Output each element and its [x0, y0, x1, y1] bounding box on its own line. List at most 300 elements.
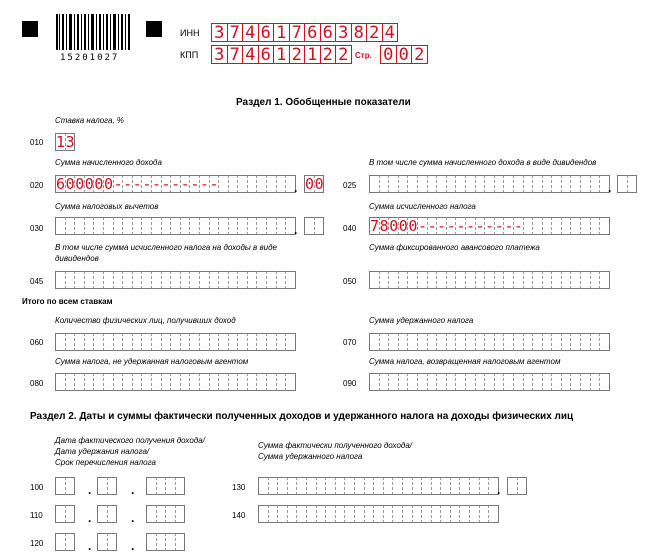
form-cell [504, 373, 514, 391]
f010-field[interactable] [55, 133, 75, 151]
form-cell [56, 477, 66, 495]
form-cell [259, 477, 269, 495]
form-cell: 2 [336, 45, 352, 64]
form-cell [200, 333, 210, 351]
form-cell: 1 [274, 45, 290, 64]
form-cell [403, 505, 413, 523]
f025-field[interactable] [369, 175, 610, 193]
form-cell [552, 333, 562, 351]
c110-year[interactable] [146, 505, 185, 523]
form-cell [181, 271, 191, 289]
form-cell [460, 505, 470, 523]
form-cell [495, 271, 505, 289]
form-cell [524, 217, 534, 235]
form-cell [133, 217, 143, 235]
c130-field[interactable] [258, 477, 499, 495]
c140-code: 140 [232, 511, 246, 520]
form-cell [543, 333, 553, 351]
form-cell [229, 175, 239, 193]
form-cell [75, 217, 85, 235]
form-cell [591, 175, 601, 193]
form-cell [75, 271, 85, 289]
form-cell [75, 333, 85, 351]
form-cell: 6 [321, 23, 337, 42]
form-cell [432, 477, 442, 495]
form-cell [466, 333, 476, 351]
form-cell [413, 505, 423, 523]
form-cell [286, 373, 296, 391]
form-cell [418, 333, 428, 351]
f060-field[interactable] [55, 333, 296, 351]
form-cell [269, 505, 279, 523]
form-cell [543, 175, 553, 193]
form-cell: 2 [367, 23, 383, 42]
form-cell [277, 271, 287, 289]
c100-day[interactable] [55, 477, 75, 495]
form-cell [56, 505, 66, 523]
form-cell [157, 533, 167, 551]
form-cell [389, 175, 399, 193]
form-cell [200, 217, 210, 235]
f020-field[interactable] [55, 175, 296, 193]
f040-field[interactable] [369, 217, 610, 235]
form-cell [248, 373, 258, 391]
form-cell [190, 271, 200, 289]
f045-field[interactable] [55, 271, 296, 289]
form-cell [336, 505, 346, 523]
form-cell [460, 477, 470, 495]
form-cell [210, 217, 220, 235]
f025-decimal-dot: . [608, 181, 612, 195]
f025-code: 025 [343, 181, 357, 190]
form-cell [562, 333, 572, 351]
form-cell [229, 373, 239, 391]
form-cell [466, 175, 476, 193]
form-cell [380, 175, 390, 193]
f010-code: 010 [30, 138, 44, 147]
c110-month[interactable] [97, 505, 117, 523]
f080-code: 080 [30, 379, 44, 388]
form-cell: 3 [212, 45, 228, 64]
form-cell [147, 505, 157, 523]
c100-dot-2: . [131, 483, 135, 497]
form-cell [98, 533, 108, 551]
form-cell [384, 477, 394, 495]
form-cell [288, 477, 298, 495]
form-cell: 8 [352, 23, 368, 42]
form-cell: 0 [305, 175, 315, 193]
total-title: Итого по всем ставкам [22, 297, 113, 306]
form-cell [157, 477, 167, 495]
form-cell [562, 271, 572, 289]
f080-field[interactable] [55, 373, 296, 391]
barcode [56, 14, 134, 56]
form-cell [485, 271, 495, 289]
form-cell [571, 373, 581, 391]
form-cell [190, 373, 200, 391]
form-cell [190, 217, 200, 235]
form-cell [380, 271, 390, 289]
inn-field[interactable] [211, 23, 398, 42]
form-cell: 7 [228, 45, 244, 64]
form-cell [259, 505, 269, 523]
f070-label: Сумма удержанного налога [369, 316, 474, 325]
form-cell [485, 373, 495, 391]
form-cell [562, 373, 572, 391]
form-cell: 7 [370, 217, 380, 235]
form-cell [370, 271, 380, 289]
form-cell [200, 373, 210, 391]
form-cell [210, 333, 220, 351]
form-cell [267, 175, 277, 193]
form-cell [85, 373, 95, 391]
f025-decimal-field[interactable] [617, 175, 637, 193]
form-cell [104, 217, 114, 235]
f025-label: В том числе сумма начисленного дохода в виде дивидендов [369, 158, 597, 167]
c100-month[interactable] [97, 477, 117, 495]
form-cell [336, 477, 346, 495]
form-cell [257, 271, 267, 289]
form-cell: 0 [94, 175, 104, 193]
c100-code: 100 [30, 483, 44, 492]
form-cell [152, 271, 162, 289]
form-cell [176, 533, 186, 551]
form-cell [413, 477, 423, 495]
form-cell [166, 505, 176, 523]
form-cell [257, 217, 267, 235]
form-cell: 1 [274, 23, 290, 42]
c120-month[interactable] [97, 533, 117, 551]
form-cell [514, 333, 524, 351]
form-cell [380, 333, 390, 351]
form-cell [238, 271, 248, 289]
form-cell [56, 533, 66, 551]
form-cell [543, 271, 553, 289]
f045-label-line2: дивидендов [55, 254, 99, 263]
form-cell [437, 333, 447, 351]
form-cell [326, 505, 336, 523]
form-cell: - [417, 217, 427, 235]
form-cell [123, 373, 133, 391]
form-cell [288, 505, 298, 523]
form-cell [200, 271, 210, 289]
form-cell [399, 271, 409, 289]
form-cell [591, 333, 601, 351]
form-cell [133, 373, 143, 391]
form-cell [219, 373, 229, 391]
form-cell [286, 271, 296, 289]
form-cell [56, 217, 66, 235]
c100-year[interactable] [146, 477, 185, 495]
form-cell [447, 271, 457, 289]
form-cell [489, 505, 499, 523]
form-cell [533, 217, 543, 235]
form-cell [162, 217, 172, 235]
form-cell [518, 477, 528, 495]
form-cell [66, 477, 76, 495]
form-cell [571, 333, 581, 351]
form-cell [581, 333, 591, 351]
c110-day[interactable] [55, 505, 75, 523]
form-cell [562, 217, 572, 235]
form-cell: - [427, 217, 437, 235]
s2-left-label-2: Дата удержания налога/ [55, 447, 150, 456]
f040-code: 040 [343, 224, 357, 233]
form-cell [524, 271, 534, 289]
c130-code: 130 [232, 483, 246, 492]
form-cell: - [494, 217, 504, 235]
form-cell: 0 [75, 175, 85, 193]
form-cell [389, 271, 399, 289]
f020-code: 020 [30, 181, 44, 190]
form-cell: 8 [379, 217, 389, 235]
f030-label: Сумма налоговых вычетов [55, 202, 159, 211]
form-cell [447, 373, 457, 391]
form-cell [418, 271, 428, 289]
s2-right-label-2: Сумма удержанного налога [258, 452, 363, 461]
form-cell [104, 373, 114, 391]
form-cell [305, 217, 315, 235]
c120-day[interactable] [55, 533, 75, 551]
form-cell [476, 333, 486, 351]
form-cell [524, 175, 534, 193]
form-cell: - [180, 175, 190, 193]
form-cell [210, 271, 220, 289]
form-cell [114, 217, 124, 235]
form-cell: - [132, 175, 142, 193]
form-cell [393, 477, 403, 495]
form-cell [238, 175, 248, 193]
form-cell [267, 271, 277, 289]
form-cell [219, 217, 229, 235]
form-cell: - [161, 175, 171, 193]
c120-year[interactable] [146, 533, 185, 551]
form-cell: 0 [381, 45, 397, 64]
form-cell [600, 217, 610, 235]
form-cell [600, 333, 610, 351]
form-cell [456, 271, 466, 289]
form-cell [399, 333, 409, 351]
form-cell: - [475, 217, 485, 235]
form-cell [591, 373, 601, 391]
form-cell [229, 333, 239, 351]
form-cell [114, 333, 124, 351]
form-cell: 6 [259, 23, 275, 42]
form-cell [142, 333, 152, 351]
form-cell [480, 505, 490, 523]
form-cell [267, 373, 277, 391]
f050-label: Сумма фиксированного авансового платежа [369, 243, 540, 252]
form-cell [85, 217, 95, 235]
form-cell [171, 333, 181, 351]
form-cell [370, 175, 380, 193]
form-cell [370, 333, 380, 351]
form-cell: 1 [305, 45, 321, 64]
form-cell [248, 175, 258, 193]
form-cell [98, 505, 108, 523]
form-cell [476, 175, 486, 193]
form-cell [85, 271, 95, 289]
form-cell: 0 [314, 175, 324, 193]
form-cell: 4 [243, 23, 259, 42]
form-cell [219, 271, 229, 289]
form-cell [408, 271, 418, 289]
form-cell [355, 477, 365, 495]
form-cell [162, 333, 172, 351]
form-cell [104, 271, 114, 289]
form-cell [524, 333, 534, 351]
form-cell [418, 175, 428, 193]
f010-label: Ставка налога, % [55, 116, 125, 125]
form-cell [277, 333, 287, 351]
c130-decimal-field[interactable] [507, 477, 527, 495]
form-cell [248, 271, 258, 289]
form-cell [441, 505, 451, 523]
form-cell [571, 175, 581, 193]
form-cell [552, 373, 562, 391]
form-cell [219, 175, 229, 193]
page-field[interactable] [380, 45, 428, 64]
form-cell [142, 271, 152, 289]
form-cell: - [190, 175, 200, 193]
form-cell [428, 333, 438, 351]
f080-label: Сумма налога, не удержанная налоговым агентом [55, 357, 249, 366]
form-cell [447, 333, 457, 351]
f060-label: Количество физических лиц, получивших доход [55, 316, 236, 325]
form-cell [456, 175, 466, 193]
form-cell [171, 217, 181, 235]
form-cell [422, 477, 432, 495]
form-cell [389, 333, 399, 351]
form-cell [447, 175, 457, 193]
form-cell [133, 271, 143, 289]
form-cell [437, 373, 447, 391]
f030-decimal-field[interactable] [304, 217, 324, 235]
c120-dot-2: . [131, 539, 135, 553]
form-cell [571, 217, 581, 235]
form-cell [533, 373, 543, 391]
form-cell [485, 175, 495, 193]
c120-code: 120 [30, 539, 44, 548]
form-cell: - [437, 217, 447, 235]
form-cell [277, 217, 287, 235]
form-cell [147, 533, 157, 551]
form-cell: - [142, 175, 152, 193]
form-cell [345, 505, 355, 523]
form-cell [171, 373, 181, 391]
form-cell [428, 373, 438, 391]
form-cell [171, 271, 181, 289]
form-cell [123, 271, 133, 289]
form-cell [345, 477, 355, 495]
f040-label: Сумма исчисленного налога [369, 202, 476, 211]
form-cell [56, 271, 66, 289]
form-cell [399, 175, 409, 193]
form-cell [181, 217, 191, 235]
form-cell [123, 333, 133, 351]
form-cell [524, 373, 534, 391]
form-cell [286, 333, 296, 351]
form-cell [157, 505, 167, 523]
section2-title: Раздел 2. Даты и суммы фактически полученных доходов и удержанного налога на доходы физических лиц [30, 411, 574, 422]
form-cell [181, 373, 191, 391]
form-cell: - [513, 217, 523, 235]
s2-left-label-1: Дата фактического получения дохода/ [55, 436, 205, 445]
f090-field[interactable] [369, 373, 610, 391]
kpp-field[interactable] [211, 45, 352, 64]
form-cell [108, 533, 118, 551]
form-cell [142, 373, 152, 391]
form-cell [618, 175, 628, 193]
form-cell [56, 373, 66, 391]
f045-code: 045 [30, 277, 44, 286]
form-cell [307, 505, 317, 523]
c110-dot-2: . [131, 511, 135, 525]
form-cell [108, 505, 118, 523]
form-cell [380, 373, 390, 391]
form-cell [581, 217, 591, 235]
f020-decimal-field[interactable] [304, 175, 324, 193]
f050-field[interactable] [369, 271, 610, 289]
form-cell [98, 477, 108, 495]
form-cell [176, 477, 186, 495]
form-cell [278, 505, 288, 523]
f070-field[interactable] [369, 333, 610, 351]
form-cell [248, 217, 258, 235]
form-cell: - [151, 175, 161, 193]
f020-label: Сумма начисленного дохода [55, 158, 162, 167]
form-cell [297, 505, 307, 523]
form-cell [66, 533, 76, 551]
c140-field[interactable] [258, 505, 499, 523]
form-cell [374, 505, 384, 523]
form-cell [365, 477, 375, 495]
form-cell [437, 175, 447, 193]
form-cell [451, 505, 461, 523]
form-cell [257, 175, 267, 193]
form-cell [480, 477, 490, 495]
f030-field[interactable] [55, 217, 296, 235]
form-cell [562, 175, 572, 193]
form-cell [238, 217, 248, 235]
form-cell [418, 373, 428, 391]
form-cell [437, 271, 447, 289]
form-cell [495, 175, 505, 193]
f060-code: 060 [30, 338, 44, 347]
form-cell [432, 505, 442, 523]
form-cell [365, 505, 375, 523]
corner-marker-left [22, 21, 38, 37]
form-cell [581, 175, 591, 193]
form-cell: - [446, 217, 456, 235]
form-cell [628, 175, 638, 193]
f045-label-line1: В том числе сумма исчисленного налога на доходы в виде [55, 243, 277, 252]
form-cell [552, 217, 562, 235]
kpp-label: КПП [180, 50, 199, 60]
form-cell: 4 [243, 45, 259, 64]
form-cell [297, 477, 307, 495]
form-cell [229, 271, 239, 289]
form-cell [504, 271, 514, 289]
corner-marker-right [146, 21, 162, 37]
form-cell: 0 [389, 217, 399, 235]
form-cell [152, 373, 162, 391]
form-cell: 4 [383, 23, 399, 42]
form-cell: 0 [65, 175, 75, 193]
form-cell [219, 333, 229, 351]
form-cell [355, 505, 365, 523]
form-cell [114, 373, 124, 391]
